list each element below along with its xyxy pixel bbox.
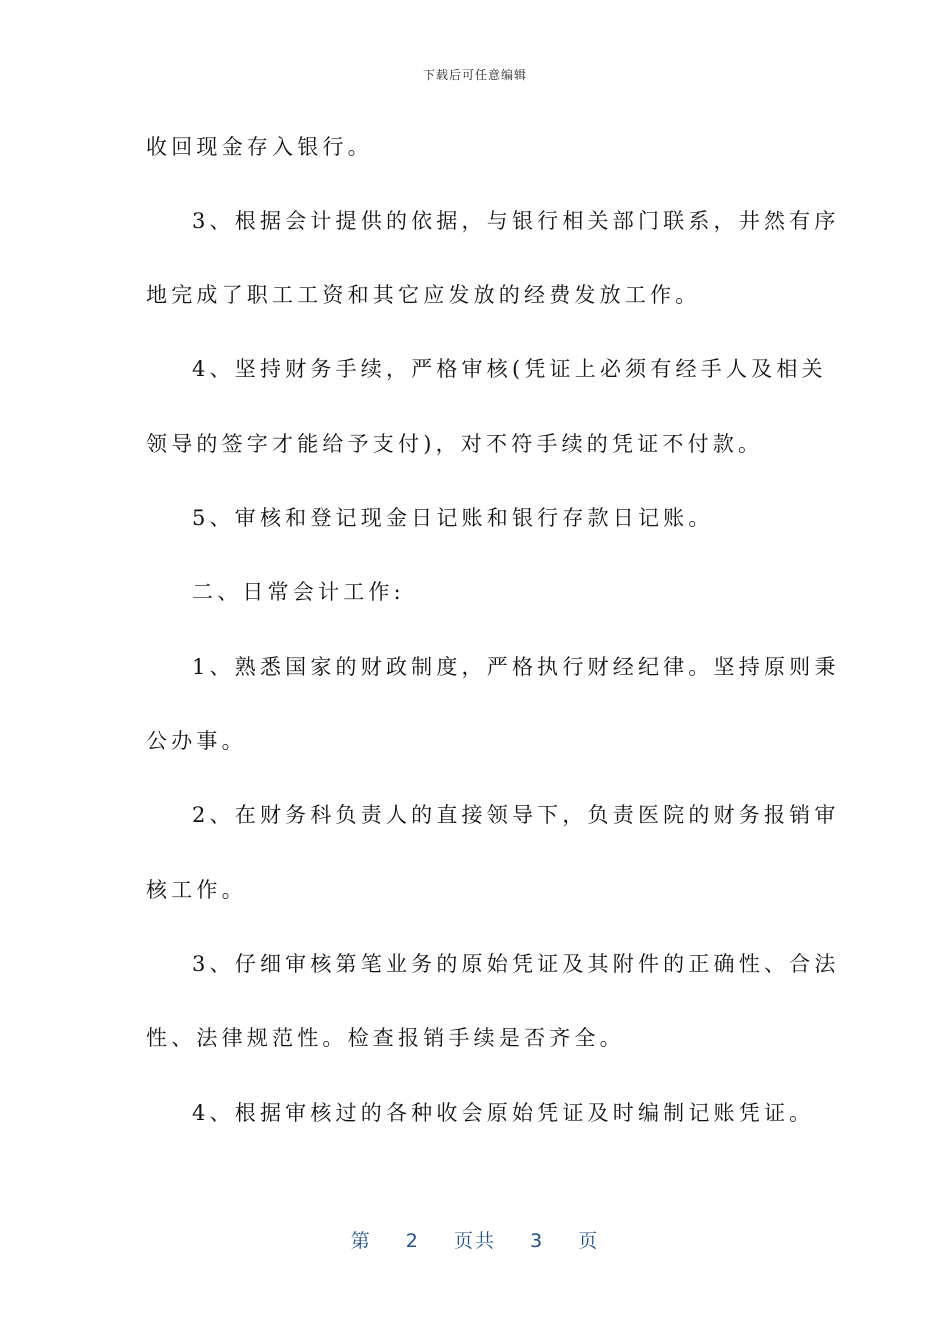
page-header: 下载后可任意编辑 (422, 68, 527, 82)
body-line: 收回现金存入银行。 (146, 135, 373, 159)
body-line: 性、法律规范性。检查报销手续是否齐全。 (146, 1026, 625, 1050)
body-line: 3、根据会计提供的依据，与银行相关部门联系，井然有序 (192, 209, 840, 233)
body-line: 2、在财务科负责人的直接领导下，负责医院的财务报销审 (192, 803, 840, 827)
footer-total-pages: 3 (530, 1230, 545, 1252)
body-line: 公办事。 (146, 729, 247, 753)
section-heading: 二、日常会计工作: (192, 580, 405, 604)
footer-middle: 页共 (453, 1230, 496, 1252)
footer-prefix: 第 (350, 1230, 372, 1252)
body-line: 4、坚持财务手续，严格审核(凭证上必须有经手人及相关 (192, 357, 827, 381)
footer-suffix: 页 (578, 1230, 600, 1252)
body-line: 1、熟悉国家的财政制度，严格执行财经纪律。坚持原则秉 (192, 655, 840, 679)
body-line: 地完成了职工工资和其它应发放的经费发放工作。 (146, 283, 701, 307)
body-line: 领导的签字才能给予支付)，对不符手续的凭证不付款。 (146, 432, 764, 456)
body-line: 核工作。 (146, 878, 247, 902)
footer-current-page: 2 (405, 1230, 420, 1252)
page-footer (0, 1226, 950, 1253)
body-line: 4、根据审核过的各种收会原始凭证及时编制记账凭证。 (192, 1101, 815, 1125)
body-line: 3、仔细审核第笔业务的原始凭证及其附件的正确性、合法 (192, 952, 840, 976)
body-line: 5、审核和登记现金日记账和银行存款日记账。 (192, 506, 714, 530)
